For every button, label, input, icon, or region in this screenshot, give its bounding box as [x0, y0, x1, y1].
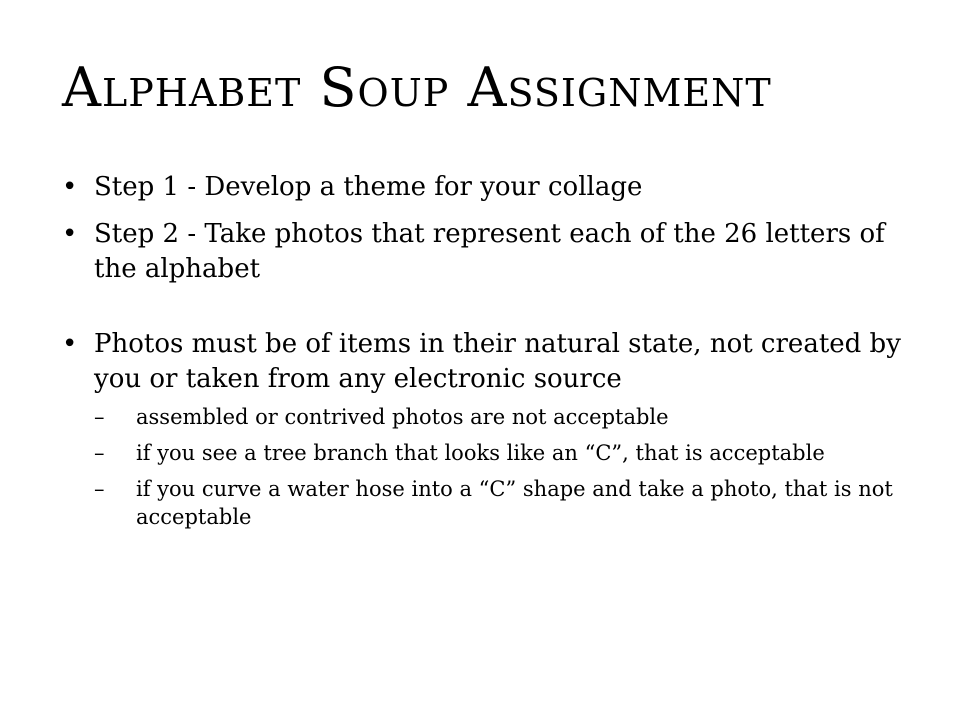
bullet-icon: • — [62, 329, 78, 359]
dash-icon: – — [94, 405, 105, 429]
sub-bullet-text: if you see a tree branch that looks like an “C”, that is acceptable — [136, 441, 825, 465]
bullet-icon: • — [62, 219, 78, 249]
bullet-list — [62, 170, 912, 531]
bullet-item-step-2 — [62, 217, 912, 287]
sub-bullet-list — [94, 403, 912, 531]
bullet-text: Step 2 - Take photos that represent each of the 26 letters of the alphabet — [94, 219, 885, 284]
sub-bullet-item — [94, 439, 912, 467]
slide-body — [62, 170, 912, 543]
bullet-text: Photos must be of items in their natural state, not created by you or taken from any electronic source — [94, 329, 901, 394]
bullet-item-photo-rules — [62, 327, 912, 531]
sub-bullet-item — [94, 403, 912, 431]
bullet-item-step-1 — [62, 170, 912, 205]
sub-bullet-item — [94, 475, 912, 531]
sub-bullet-text: assembled or contrived photos are not acceptable — [136, 405, 669, 429]
sub-bullet-text: if you curve a water hose into a “C” shape and take a photo, that is not acceptable — [136, 477, 893, 529]
dash-icon: – — [94, 441, 105, 465]
bullet-text: Step 1 - Develop a theme for your collage — [94, 172, 643, 202]
bullet-icon: • — [62, 172, 78, 202]
slide-title: Alphabet Soup Assignment — [62, 56, 772, 119]
dash-icon: – — [94, 477, 105, 501]
